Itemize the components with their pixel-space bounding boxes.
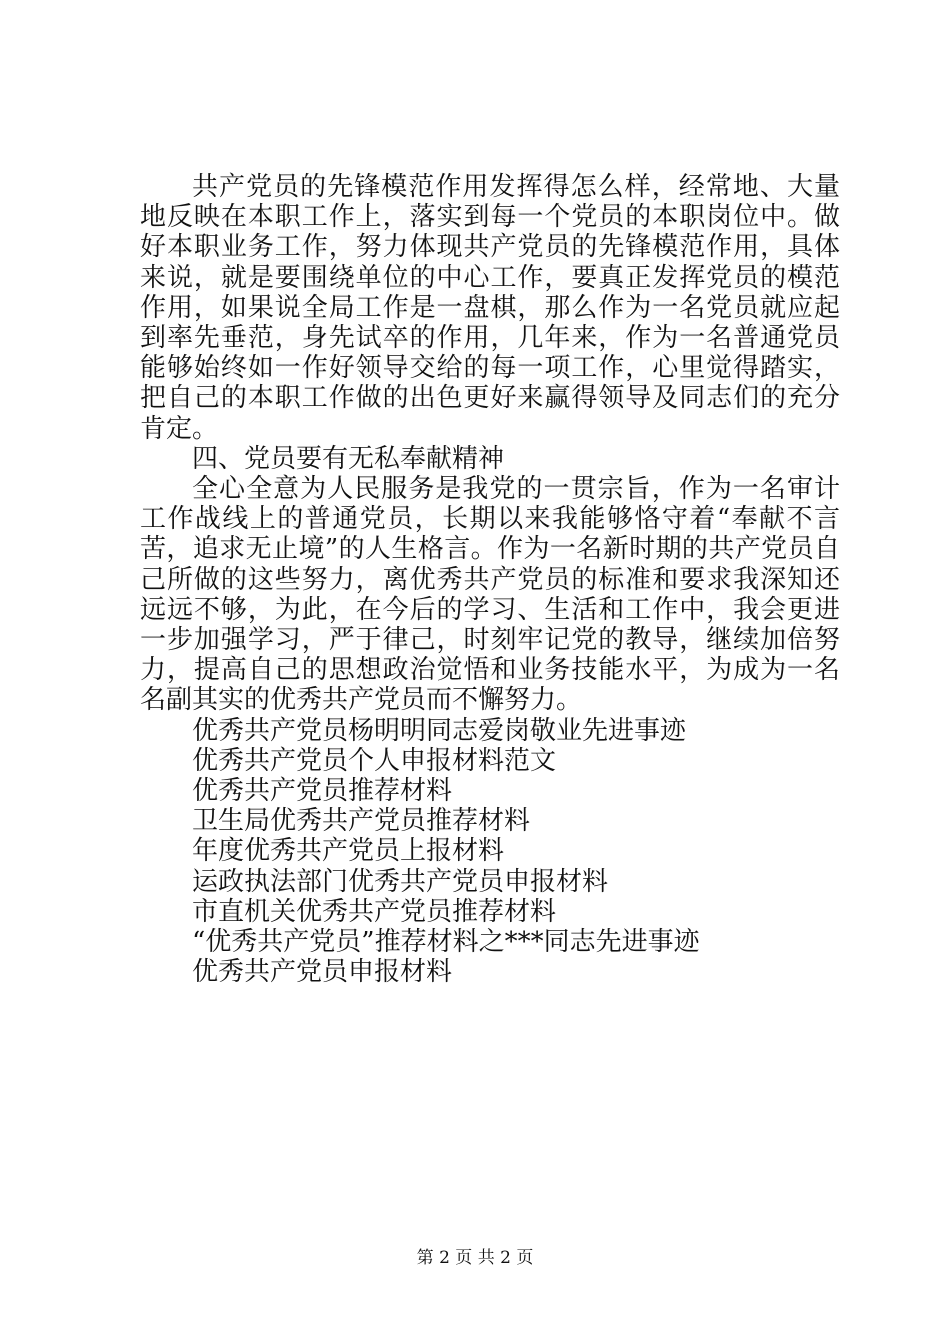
document-body bbox=[140, 172, 840, 987]
section-heading: 四、党员要有无私奉献精神 bbox=[192, 443, 505, 474]
related-link-item[interactable]: 优秀共产党员推荐材料 bbox=[192, 776, 453, 807]
related-link-item[interactable]: 优秀共产党员申报材料 bbox=[192, 957, 453, 988]
related-link-item[interactable]: 卫生局优秀共产党员推荐材料 bbox=[192, 806, 531, 837]
body-paragraph: 共产党员的先锋模范作用发挥得怎么样，经常地、大量地反映在本职工作上，落实到每一个党员的本职岗位中。做好本职业务工作，努力体现共产党员的先锋模范作用，具体来说，就是要围绕单位的中心工作，要真正发挥党员的模范作用，如果说全局工作是一盘棋，那么作为一名党员就应起到率先垂范，身先试卒的作用，几年来，作为一名普通党员能够始终如一作好领导交给的每一项工作，心里觉得踏实，把自己的本职工作做的出色更好来赢得领导及同志们的充分肯定。 bbox=[140, 172, 840, 444]
related-link-item[interactable]: 年度优秀共产党员上报材料 bbox=[192, 836, 505, 867]
related-link-item[interactable]: 运政执法部门优秀共产党员申报材料 bbox=[192, 866, 609, 897]
page-footer: 第 2 页 共 2 页 bbox=[416, 1248, 534, 1268]
related-links-list bbox=[140, 716, 840, 988]
related-link-item[interactable]: 优秀共产党员杨明明同志爱岗敬业先进事迹 bbox=[192, 715, 687, 746]
section-paragraph: 全心全意为人民服务是我党的一贯宗旨，作为一名审计工作战线上的普通党员，长期以来我能够恪守着“奉献不言苦，追求无止境”的人生格言。作为一名新时期的共产党员自己所做的这些努力，离优秀共产党员的标准和要求我深知还远远不够，为此，在今后的学习、生活和工作中，我会更进一步加强学习，严于律己，时刻牢记党的教导，继续加倍努力，提高自己的思想政治觉悟和业务技能水平，为成为一名名副其实的优秀共产党员而不懈努力。 bbox=[140, 474, 840, 716]
related-link-item[interactable]: “优秀共产党员”推荐材料之***同志先进事迹 bbox=[192, 927, 700, 958]
related-link-item[interactable]: 优秀共产党员个人申报材料范文 bbox=[192, 745, 557, 776]
related-link-item[interactable]: 市直机关优秀共产党员推荐材料 bbox=[192, 896, 557, 927]
